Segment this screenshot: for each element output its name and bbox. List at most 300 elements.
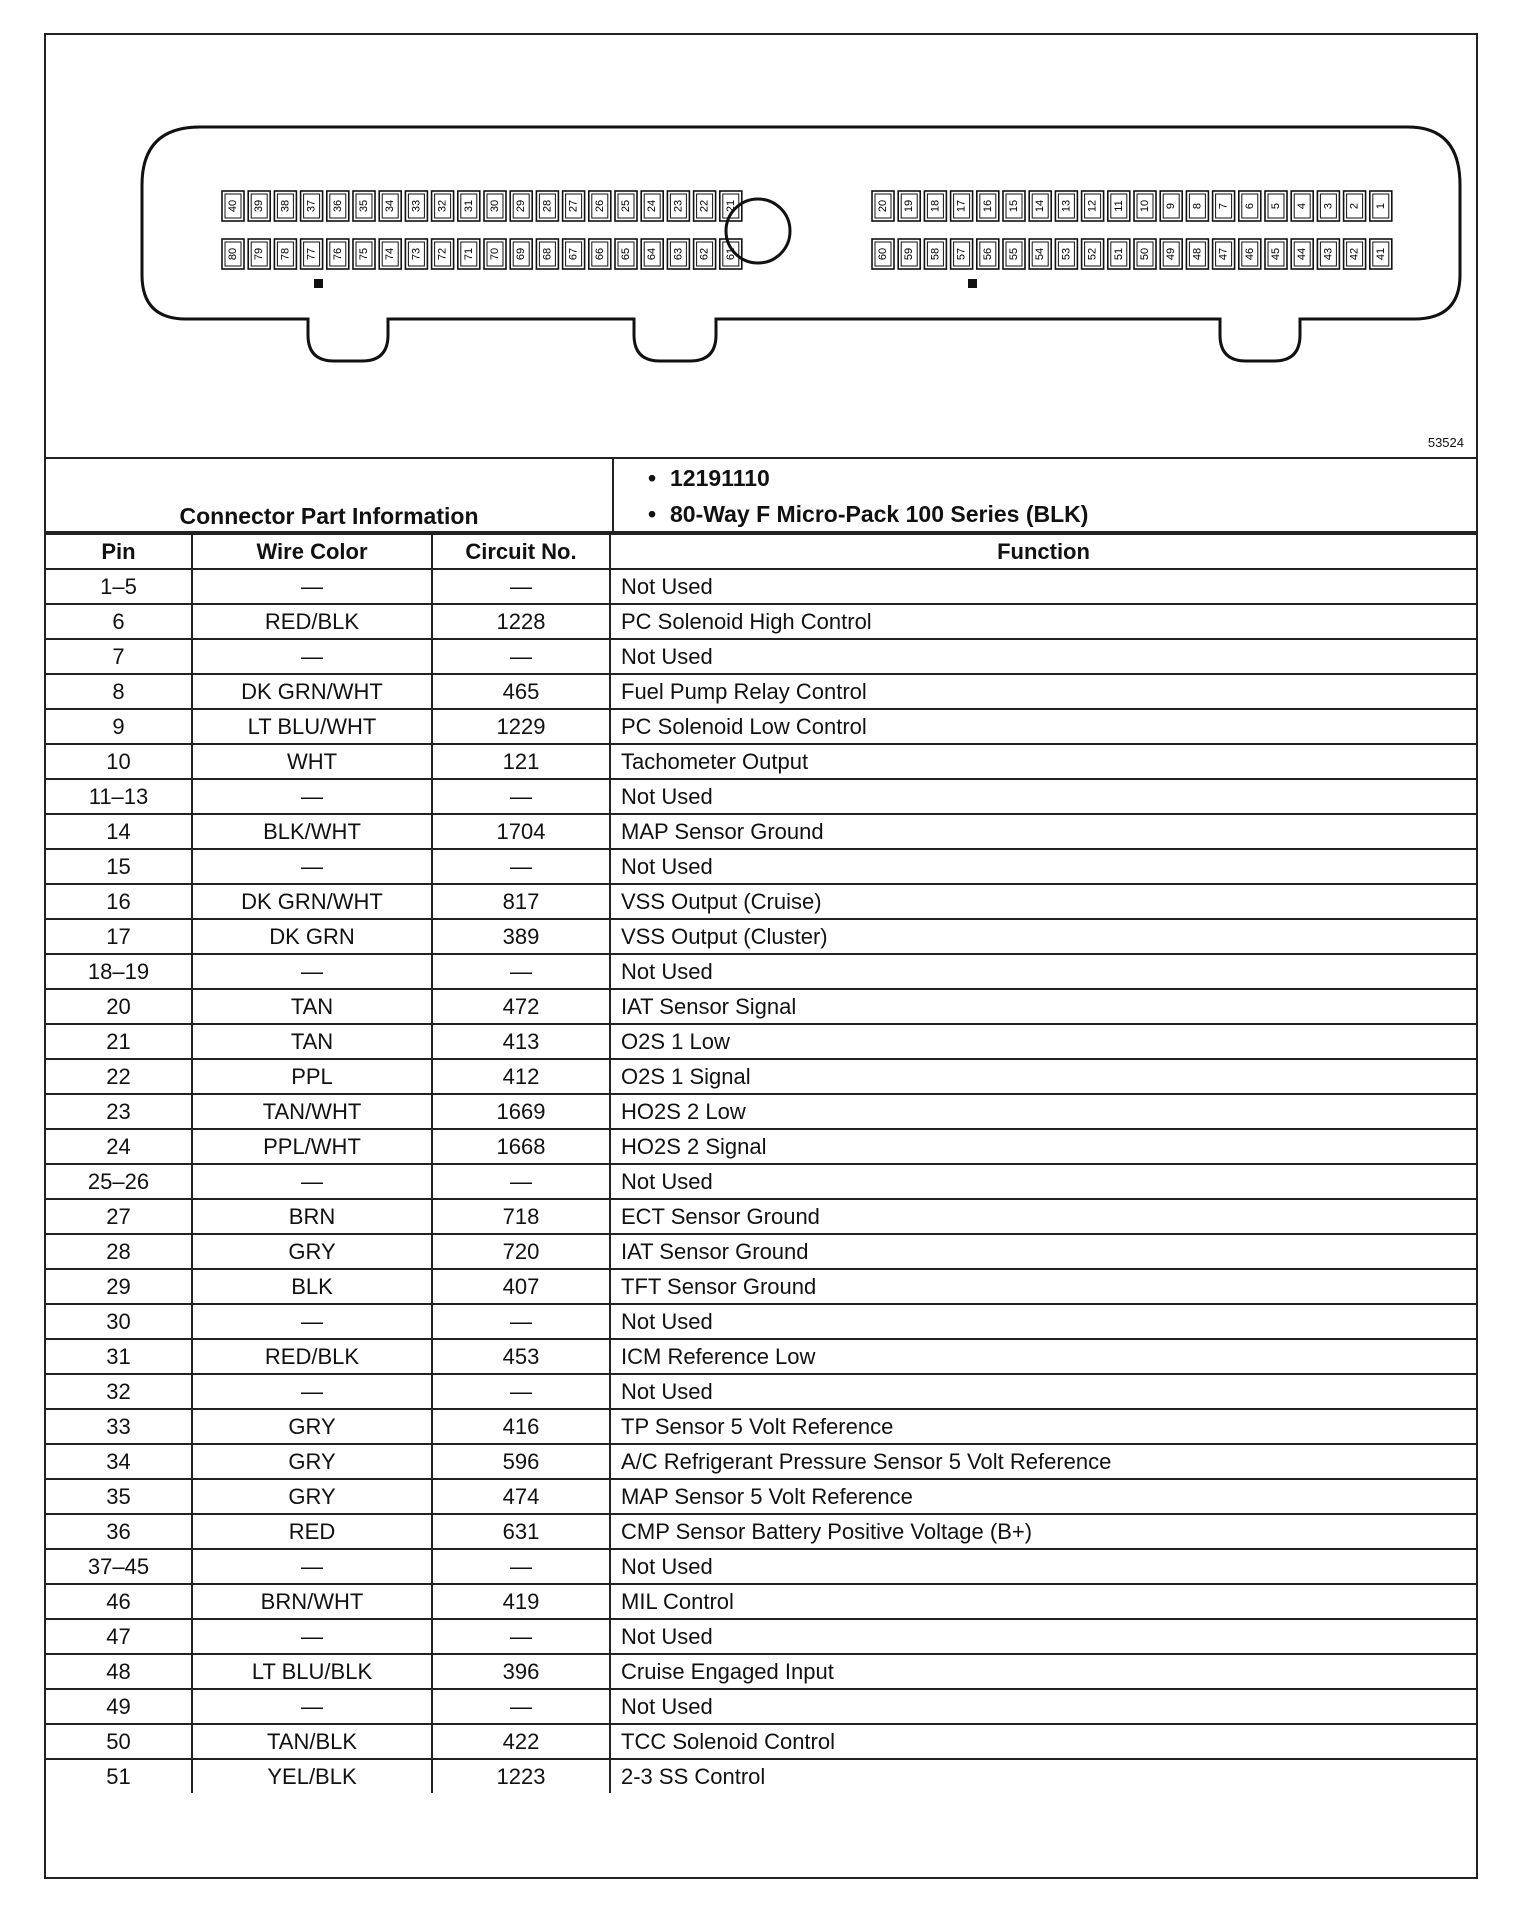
table-row bbox=[46, 779, 1476, 814]
pin-cavity bbox=[353, 191, 375, 221]
function-cell: IAT Sensor Signal bbox=[610, 989, 1476, 1024]
table-row bbox=[46, 954, 1476, 989]
pin-number: 68 bbox=[541, 247, 554, 261]
circuit-no-cell: 1229 bbox=[432, 709, 610, 744]
pin-cavity bbox=[353, 239, 375, 269]
wire-color-cell: RED/BLK bbox=[192, 1339, 432, 1374]
circuit-no-cell: 465 bbox=[432, 674, 610, 709]
pin-cell: 28 bbox=[46, 1234, 192, 1269]
pin-cavity bbox=[1186, 191, 1208, 221]
pin-number: 41 bbox=[1374, 247, 1387, 261]
pin-cavity bbox=[1160, 239, 1182, 269]
wire-color-cell: — bbox=[192, 1164, 432, 1199]
pin-cell: 51 bbox=[46, 1759, 192, 1793]
function-cell: Not Used bbox=[610, 569, 1476, 604]
function-cell: Not Used bbox=[610, 1619, 1476, 1654]
pin-cavity bbox=[405, 191, 427, 221]
pin-cavity bbox=[379, 191, 401, 221]
pin-cavity bbox=[924, 239, 946, 269]
pin-number: 6 bbox=[1243, 202, 1256, 210]
pin-number: 79 bbox=[253, 247, 266, 261]
circuit-no-cell: — bbox=[432, 1549, 610, 1584]
pin-cell: 20 bbox=[46, 989, 192, 1024]
function-cell: Not Used bbox=[610, 1689, 1476, 1724]
pin-cell: 34 bbox=[46, 1444, 192, 1479]
pin-cavity bbox=[1134, 191, 1156, 221]
pin-number: 19 bbox=[903, 199, 916, 213]
pin-cavity bbox=[1003, 239, 1025, 269]
pin-cell: 29 bbox=[46, 1269, 192, 1304]
table-row bbox=[46, 814, 1476, 849]
table-row bbox=[46, 1549, 1476, 1584]
wire-color-cell: — bbox=[192, 639, 432, 674]
circuit-no-cell: 396 bbox=[432, 1654, 610, 1689]
circuit-no-cell: 407 bbox=[432, 1269, 610, 1304]
pin-number: 22 bbox=[698, 199, 711, 213]
pin-cavity bbox=[1370, 239, 1392, 269]
pin-number: 74 bbox=[384, 247, 397, 261]
function-cell: Fuel Pump Relay Control bbox=[610, 674, 1476, 709]
circuit-no-cell: 422 bbox=[432, 1724, 610, 1759]
wire-color-cell: PPL/WHT bbox=[192, 1129, 432, 1164]
pin-number: 67 bbox=[567, 247, 580, 261]
header-function: Function bbox=[610, 534, 1476, 569]
wire-color-cell: — bbox=[192, 1689, 432, 1724]
table-row bbox=[46, 604, 1476, 639]
function-cell: VSS Output (Cluster) bbox=[610, 919, 1476, 954]
wire-color-cell: WHT bbox=[192, 744, 432, 779]
pin-cavity bbox=[536, 191, 558, 221]
wire-color-cell: DK GRN/WHT bbox=[192, 884, 432, 919]
circuit-no-cell: 416 bbox=[432, 1409, 610, 1444]
pin-number: 18 bbox=[929, 199, 942, 213]
pin-number: 61 bbox=[724, 247, 737, 261]
pin-cell: 30 bbox=[46, 1304, 192, 1339]
pin-number: 54 bbox=[1034, 247, 1047, 261]
pin-number: 60 bbox=[877, 247, 889, 261]
pin-cell: 18–19 bbox=[46, 954, 192, 989]
table-row bbox=[46, 1584, 1476, 1619]
circuit-no-cell: — bbox=[432, 1374, 610, 1409]
pin-number: 14 bbox=[1034, 199, 1047, 213]
pin-cavity bbox=[301, 239, 323, 269]
pin-cavity bbox=[1265, 191, 1287, 221]
pin-cavity bbox=[1317, 191, 1339, 221]
pin-cavity bbox=[1213, 239, 1235, 269]
table-row bbox=[46, 1129, 1476, 1164]
pin-cavity bbox=[248, 191, 270, 221]
header-circuit-no: Circuit No. bbox=[432, 534, 610, 569]
function-cell: MAP Sensor 5 Volt Reference bbox=[610, 1479, 1476, 1514]
pin-cell: 10 bbox=[46, 744, 192, 779]
wire-color-cell: — bbox=[192, 1619, 432, 1654]
pin-number: 15 bbox=[1008, 199, 1020, 213]
wire-color-cell: — bbox=[192, 1374, 432, 1409]
pin-cavity bbox=[405, 239, 427, 269]
wire-color-cell: — bbox=[192, 1549, 432, 1584]
pin-cavity bbox=[951, 191, 973, 221]
pin-number: 40 bbox=[227, 199, 239, 213]
table-row bbox=[46, 744, 1476, 779]
pin-number: 10 bbox=[1139, 199, 1151, 213]
table-row bbox=[46, 1199, 1476, 1234]
wire-color-cell: — bbox=[192, 954, 432, 989]
wire-color-cell: GRY bbox=[192, 1479, 432, 1514]
wire-color-cell: LT BLU/WHT bbox=[192, 709, 432, 744]
table-row bbox=[46, 1164, 1476, 1199]
pin-number: 8 bbox=[1191, 202, 1204, 210]
pin-cavity bbox=[563, 239, 585, 269]
pin-number: 7 bbox=[1217, 202, 1230, 210]
wire-color-cell: GRY bbox=[192, 1234, 432, 1269]
connector-body-outline bbox=[142, 127, 1460, 361]
pin-cavity bbox=[720, 239, 742, 269]
pin-number: 23 bbox=[672, 199, 685, 213]
wire-color-cell: RED/BLK bbox=[192, 604, 432, 639]
wire-color-cell: — bbox=[192, 849, 432, 884]
function-cell: ECT Sensor Ground bbox=[610, 1199, 1476, 1234]
pin-number: 25 bbox=[620, 199, 632, 213]
function-cell: IAT Sensor Ground bbox=[610, 1234, 1476, 1269]
pin-cavity bbox=[432, 239, 454, 269]
table-row bbox=[46, 1094, 1476, 1129]
pin-cavity bbox=[484, 191, 506, 221]
function-cell: HO2S 2 Signal bbox=[610, 1129, 1476, 1164]
table-row bbox=[46, 1724, 1476, 1759]
pin-cavity bbox=[327, 191, 349, 221]
pin-cavity bbox=[898, 239, 920, 269]
pin-number: 4 bbox=[1296, 202, 1309, 210]
pin-cell: 49 bbox=[46, 1689, 192, 1724]
circuit-no-cell: 472 bbox=[432, 989, 610, 1024]
pin-cell: 22 bbox=[46, 1059, 192, 1094]
function-cell: 2-3 SS Control bbox=[610, 1759, 1476, 1793]
pin-cavity bbox=[615, 191, 637, 221]
pin-cavity bbox=[1344, 239, 1366, 269]
pin-cavity bbox=[898, 191, 920, 221]
function-cell: ICM Reference Low bbox=[610, 1339, 1476, 1374]
pin-number: 76 bbox=[331, 247, 344, 261]
pin-number: 55 bbox=[1008, 247, 1020, 261]
pin-cavity bbox=[641, 191, 663, 221]
pin-number: 49 bbox=[1165, 247, 1178, 261]
pin-number: 46 bbox=[1243, 247, 1256, 261]
table-row bbox=[46, 849, 1476, 884]
pin-cell: 6 bbox=[46, 604, 192, 639]
function-cell: Cruise Engaged Input bbox=[610, 1654, 1476, 1689]
pin-cavity bbox=[1134, 239, 1156, 269]
table-row bbox=[46, 1059, 1476, 1094]
pin-cavity bbox=[274, 239, 296, 269]
part-number-bullet bbox=[648, 465, 770, 492]
pin-cell: 21 bbox=[46, 1024, 192, 1059]
pin-number: 80 bbox=[227, 247, 239, 261]
circuit-no-cell: 1228 bbox=[432, 604, 610, 639]
pin-cavity bbox=[924, 191, 946, 221]
wire-color-cell: BRN/WHT bbox=[192, 1584, 432, 1619]
pin-number: 65 bbox=[620, 247, 632, 261]
table-row bbox=[46, 1619, 1476, 1654]
function-cell: VSS Output (Cruise) bbox=[610, 884, 1476, 919]
pin-number: 57 bbox=[955, 247, 968, 261]
wire-color-cell: BRN bbox=[192, 1199, 432, 1234]
table-row bbox=[46, 1689, 1476, 1724]
function-cell: PC Solenoid Low Control bbox=[610, 709, 1476, 744]
wire-color-cell: GRY bbox=[192, 1444, 432, 1479]
pin-cavity bbox=[327, 239, 349, 269]
pin-cavity bbox=[458, 191, 480, 221]
function-cell: Not Used bbox=[610, 779, 1476, 814]
pin-cell: 1–5 bbox=[46, 569, 192, 604]
connector-face-drawing bbox=[46, 35, 1476, 457]
pin-cavity bbox=[1029, 239, 1051, 269]
pin-number: 70 bbox=[489, 247, 501, 261]
wire-color-cell: TAN bbox=[192, 989, 432, 1024]
pin-cavity bbox=[1082, 239, 1104, 269]
pin-cavity bbox=[951, 239, 973, 269]
pin-number: 34 bbox=[384, 199, 397, 213]
function-cell: O2S 1 Signal bbox=[610, 1059, 1476, 1094]
table-row bbox=[46, 1234, 1476, 1269]
bullet-dot: • bbox=[648, 465, 657, 491]
pin-cell: 8 bbox=[46, 674, 192, 709]
pin-number: 78 bbox=[279, 247, 292, 261]
pin-cell: 37–45 bbox=[46, 1549, 192, 1584]
pin-number: 73 bbox=[410, 247, 423, 261]
pin-number: 24 bbox=[646, 199, 659, 213]
connector-type-bullet bbox=[648, 501, 1088, 528]
pin-number: 30 bbox=[489, 199, 501, 213]
wire-color-cell: TAN bbox=[192, 1024, 432, 1059]
pin-cavity bbox=[977, 191, 999, 221]
pin-cavity bbox=[667, 191, 689, 221]
wire-color-cell: — bbox=[192, 1304, 432, 1339]
pin-cell: 27 bbox=[46, 1199, 192, 1234]
pin-cavity bbox=[1344, 191, 1366, 221]
pin-number: 75 bbox=[358, 247, 370, 261]
table-row bbox=[46, 1269, 1476, 1304]
circuit-no-cell: 121 bbox=[432, 744, 610, 779]
pin-number: 13 bbox=[1060, 199, 1073, 213]
pin-cavity bbox=[1108, 239, 1130, 269]
pin-number: 64 bbox=[646, 247, 659, 261]
wire-color-cell: TAN/WHT bbox=[192, 1094, 432, 1129]
wire-color-cell: RED bbox=[192, 1514, 432, 1549]
pin-number: 69 bbox=[515, 247, 528, 261]
pin-cavity bbox=[1265, 239, 1287, 269]
table-row bbox=[46, 919, 1476, 954]
circuit-no-cell: — bbox=[432, 1689, 610, 1724]
circuit-no-cell: 631 bbox=[432, 1514, 610, 1549]
wire-color-cell: GRY bbox=[192, 1409, 432, 1444]
pin-cavity bbox=[1213, 191, 1235, 221]
function-cell: A/C Refrigerant Pressure Sensor 5 Volt Reference bbox=[610, 1444, 1476, 1479]
pin-number: 39 bbox=[253, 199, 266, 213]
wire-color-cell: — bbox=[192, 569, 432, 604]
table-row bbox=[46, 674, 1476, 709]
pin-number: 2 bbox=[1348, 202, 1361, 210]
table-row bbox=[46, 1654, 1476, 1689]
connector-sheet bbox=[44, 33, 1478, 1879]
function-cell: TFT Sensor Ground bbox=[610, 1269, 1476, 1304]
pin-number: 33 bbox=[410, 199, 423, 213]
table-row bbox=[46, 1024, 1476, 1059]
pin-cavity bbox=[1082, 191, 1104, 221]
pin-cell: 36 bbox=[46, 1514, 192, 1549]
pin-number: 26 bbox=[593, 199, 606, 213]
function-cell: Not Used bbox=[610, 1549, 1476, 1584]
pin-cavity bbox=[694, 239, 716, 269]
table-row bbox=[46, 569, 1476, 604]
wire-color-cell: TAN/BLK bbox=[192, 1724, 432, 1759]
pin-number: 17 bbox=[955, 199, 968, 213]
pin-cell: 31 bbox=[46, 1339, 192, 1374]
header-pin: Pin bbox=[46, 534, 192, 569]
pin-number: 48 bbox=[1191, 247, 1204, 261]
pin-cavity bbox=[1055, 191, 1077, 221]
circuit-no-cell: 412 bbox=[432, 1059, 610, 1094]
pin-cavity bbox=[1239, 191, 1261, 221]
table-row bbox=[46, 1409, 1476, 1444]
function-cell: O2S 1 Low bbox=[610, 1024, 1476, 1059]
pin-cavity bbox=[1317, 239, 1339, 269]
circuit-no-cell: — bbox=[432, 569, 610, 604]
function-cell: PC Solenoid High Control bbox=[610, 604, 1476, 639]
wire-color-cell: BLK bbox=[192, 1269, 432, 1304]
function-cell: Not Used bbox=[610, 849, 1476, 884]
pin-cavity bbox=[977, 239, 999, 269]
pin-cavity bbox=[1186, 239, 1208, 269]
header-wire-color: Wire Color bbox=[192, 534, 432, 569]
circuit-no-cell: 720 bbox=[432, 1234, 610, 1269]
pin-cavity bbox=[379, 239, 401, 269]
table-row bbox=[46, 1339, 1476, 1374]
circuit-no-cell: — bbox=[432, 849, 610, 884]
pin-cavity bbox=[458, 239, 480, 269]
connector-diagram bbox=[46, 35, 1476, 459]
circuit-no-cell: 1223 bbox=[432, 1759, 610, 1793]
pin-number: 52 bbox=[1086, 247, 1099, 261]
pin-cell: 35 bbox=[46, 1479, 192, 1514]
pin-cavity bbox=[248, 239, 270, 269]
pin-number: 12 bbox=[1086, 199, 1099, 213]
pin-cavity bbox=[563, 191, 585, 221]
pin-cell: 9 bbox=[46, 709, 192, 744]
pin-number: 21 bbox=[724, 199, 737, 213]
pin-number: 72 bbox=[436, 247, 449, 261]
circuit-no-cell: 453 bbox=[432, 1339, 610, 1374]
wire-color-cell: BLK/WHT bbox=[192, 814, 432, 849]
pin-cavity bbox=[589, 191, 611, 221]
pin-number: 51 bbox=[1112, 247, 1125, 261]
function-cell: CMP Sensor Battery Positive Voltage (B+) bbox=[610, 1514, 1476, 1549]
pin-cavity bbox=[589, 239, 611, 269]
table-row bbox=[46, 1514, 1476, 1549]
pin-number: 35 bbox=[358, 199, 370, 213]
pin-cell: 24 bbox=[46, 1129, 192, 1164]
pin-number: 29 bbox=[515, 199, 528, 213]
circuit-no-cell: — bbox=[432, 1164, 610, 1199]
wire-color-cell: LT BLU/BLK bbox=[192, 1654, 432, 1689]
pin-number: 9 bbox=[1165, 202, 1178, 210]
pin-cavity bbox=[667, 239, 689, 269]
function-cell: Not Used bbox=[610, 639, 1476, 674]
pin-cell: 16 bbox=[46, 884, 192, 919]
table-row bbox=[46, 1444, 1476, 1479]
pin-cavity bbox=[301, 191, 323, 221]
pin-cavity bbox=[1291, 239, 1313, 269]
function-cell: Not Used bbox=[610, 1304, 1476, 1339]
pin-number: 3 bbox=[1322, 202, 1335, 210]
pin-number: 62 bbox=[698, 247, 711, 261]
pin-number: 59 bbox=[903, 247, 916, 261]
pin-number: 44 bbox=[1296, 247, 1309, 261]
circuit-no-cell: 817 bbox=[432, 884, 610, 919]
pin-cell: 48 bbox=[46, 1654, 192, 1689]
circuit-no-cell: 419 bbox=[432, 1584, 610, 1619]
connector-info-cell bbox=[46, 459, 614, 531]
pin-cell: 25–26 bbox=[46, 1164, 192, 1199]
circuit-no-cell: 474 bbox=[432, 1479, 610, 1514]
pin-cavity bbox=[872, 239, 894, 269]
function-cell: Not Used bbox=[610, 1374, 1476, 1409]
pin-table bbox=[46, 533, 1476, 1793]
pin-cavity bbox=[1029, 191, 1051, 221]
figure-id: 53524 bbox=[1427, 435, 1464, 450]
table-row bbox=[46, 1374, 1476, 1409]
circuit-no-cell: — bbox=[432, 639, 610, 674]
function-cell: MAP Sensor Ground bbox=[610, 814, 1476, 849]
pin-number: 31 bbox=[462, 199, 475, 213]
pin-cell: 47 bbox=[46, 1619, 192, 1654]
wire-color-cell: DK GRN/WHT bbox=[192, 674, 432, 709]
pin-cavity bbox=[1160, 191, 1182, 221]
pin-cell: 15 bbox=[46, 849, 192, 884]
part-number: 12191110 bbox=[670, 465, 770, 491]
wire-color-cell: — bbox=[192, 779, 432, 814]
pin-cavity bbox=[1108, 191, 1130, 221]
pin-cavity bbox=[510, 239, 532, 269]
pin-cell: 17 bbox=[46, 919, 192, 954]
pin-cavity bbox=[536, 239, 558, 269]
function-cell: MIL Control bbox=[610, 1584, 1476, 1619]
pin-cavity bbox=[274, 191, 296, 221]
bullet-dot: • bbox=[648, 501, 657, 527]
pin-number: 42 bbox=[1348, 247, 1361, 261]
function-cell: TCC Solenoid Control bbox=[610, 1724, 1476, 1759]
function-cell: Not Used bbox=[610, 1164, 1476, 1199]
table-row bbox=[46, 709, 1476, 744]
pin-number: 50 bbox=[1139, 247, 1151, 261]
pin-number: 47 bbox=[1217, 247, 1230, 261]
pin-number: 77 bbox=[305, 247, 318, 261]
locator-mark-left bbox=[314, 279, 323, 288]
pin-number: 28 bbox=[541, 199, 554, 213]
pin-cavity bbox=[484, 239, 506, 269]
pin-cavity bbox=[694, 191, 716, 221]
wire-color-cell: DK GRN bbox=[192, 919, 432, 954]
function-cell: HO2S 2 Low bbox=[610, 1094, 1476, 1129]
wire-color-cell: YEL/BLK bbox=[192, 1759, 432, 1793]
connector-type: 80-Way F Micro-Pack 100 Series (BLK) bbox=[670, 501, 1089, 527]
circuit-no-cell: 413 bbox=[432, 1024, 610, 1059]
pin-cavity bbox=[615, 239, 637, 269]
circuit-no-cell: — bbox=[432, 1619, 610, 1654]
pin-number: 5 bbox=[1270, 202, 1282, 210]
pin-number: 66 bbox=[593, 247, 606, 261]
pin-number: 32 bbox=[436, 199, 449, 213]
locator-mark-right bbox=[968, 279, 977, 288]
